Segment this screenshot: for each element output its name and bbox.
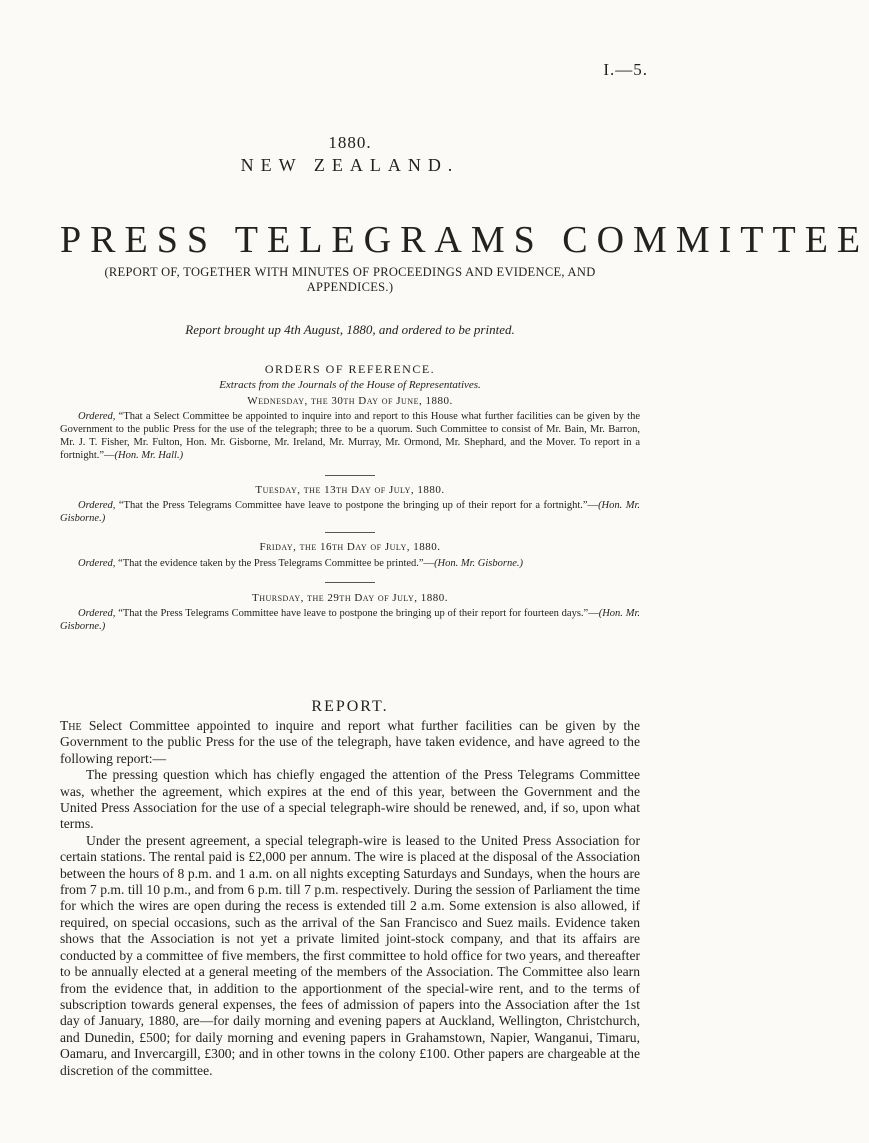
journals-extract-note: Extracts from the Journals of the House of Representatives. bbox=[219, 379, 481, 391]
document-reference: I.—5. bbox=[603, 60, 648, 79]
order-date-3: Friday, the 16th Day of July, 1880. bbox=[259, 541, 441, 553]
report-paragraph-3: Under the present agreement, a special telegraph-wire is leased to the United Press Association for certain stations. The rental paid is £2,000 per annum. The wire is placed at the disposal of the Association between the hours of 8 p.m. and 1 a.m. on all nights excepting Saturdays and Sundays, when the hours are from 7 p.m. till 10 p.m., and from 6 p.m. till 7 p.m. respectively. During the session of Parliament the time for which the wires are open during the recess is extended till 2 a.m. Some extension is also allowed, if required, on special occasions, such as the arrival of the San Francisco and Suez mails. Evidence taken shows that the Association is not yet a private limited joint-stock company, and that its affairs are conducted by a committee of five members, the first committee to hold office for two years, and thereafter to be annually elected at a general meeting of the members of the Association. The Committee also learn from the evidence that, in addition to the apportionment of the special-wire rent, and to the terms of subscription towards general expenses, the fees of admission of papers into the Association after the 1st day of January, 1880, are—for daily morning and evening papers at Auckland, Wellington, Christchurch, and Dunedin, £500; for daily morning and evening papers in Grahamstown, Napier, Wanganui, Timaru, Oamaru, and Invercargill, £300; and in other towns in the colony £100. Other papers are chargeable at the discretion of the committee. bbox=[60, 832, 640, 1078]
order-text-1 bbox=[60, 410, 640, 462]
order-body-3: “That the evidence taken by the Press Telegrams Committee be printed.”— bbox=[118, 558, 435, 569]
order-text-3 bbox=[60, 557, 640, 570]
document-subtitle: (REPORT OF, TOGETHER WITH MINUTES OF PROCEEDINGS AND EVIDENCE, AND APPENDICES.) bbox=[104, 265, 596, 294]
report-heading: REPORT. bbox=[311, 698, 389, 715]
report-paragraph-1-text: Select Committee appointed to inquire and report what further facilities can be given by the Government to the public Press for the use of the telegraph, have taken evidence, and have agreed to the following report:— bbox=[60, 718, 640, 766]
section-rule bbox=[325, 582, 375, 583]
order-text-4 bbox=[60, 607, 640, 633]
order-body-2: “That the Press Telegrams Committee have leave to postpone the bringing up of their report for a fortnight.”— bbox=[118, 500, 599, 511]
section-rule bbox=[325, 475, 375, 476]
order-body-4: “That the Press Telegrams Committee have leave to postpone the bringing up of their report for fourteen days.”— bbox=[118, 608, 599, 619]
order-date-4: Thursday, the 29th Day of July, 1880. bbox=[251, 592, 449, 604]
order-ordered-3: Ordered, bbox=[78, 558, 116, 569]
report-paragraph-2: The pressing question which has chiefly engaged the attention of the Press Telegrams Committee was, whether the agreement, which expires at the end of this year, between the Government and the United Press Association for the use of a special telegraph-wire should be renewed, and, if so, upon what terms. bbox=[60, 767, 640, 832]
order-mover-3: (Hon. Mr. Gisborne.) bbox=[434, 558, 524, 569]
order-mover-2: (Hon. Mr. Gisborne.) bbox=[60, 500, 641, 524]
country-heading: NEW ZEALAND. bbox=[240, 155, 460, 175]
report-lead-word: The bbox=[60, 718, 82, 733]
order-ordered-2: Ordered, bbox=[78, 500, 116, 511]
order-ordered-4: Ordered, bbox=[78, 608, 116, 619]
order-ordered-1: Ordered, bbox=[78, 411, 116, 422]
order-body-1: “That a Select Committee be appointed to inquire into and report to this House what further facilities can be given by the Government to the public Press for the use of the telegraph; three to be a quorum. Such Committee to consist of Mr. Bain, Mr. Barron, Mr. J. T. Fisher, Mr. Fulton, Hon. Mr. Gisborne, Mr. Ireland, Mr. Murray, Mr. Ormond, Mr. Shephard, and the Mover. To report in a fortnight.”— bbox=[60, 411, 640, 461]
order-mover-4: (Hon. Mr. Gisborne.) bbox=[60, 608, 640, 632]
document-title: PRESS TELEGRAMS COMMITTEE bbox=[60, 219, 869, 261]
section-rule bbox=[325, 532, 375, 533]
report-body bbox=[60, 718, 640, 1079]
order-date-1: Wednesday, the 30th Day of June, 1880. bbox=[247, 395, 453, 407]
orders-of-reference-heading: ORDERS OF REFERENCE. bbox=[264, 362, 436, 376]
report-paragraph-1 bbox=[60, 718, 640, 767]
order-text-2 bbox=[60, 499, 640, 525]
order-mover-1: (Hon. Mr. Hall.) bbox=[114, 450, 184, 461]
brought-up-note: Report brought up 4th August, 1880, and ordered to be printed. bbox=[185, 322, 515, 337]
document-year: 1880. bbox=[328, 133, 372, 152]
order-date-2: Tuesday, the 13th Day of July, 1880. bbox=[255, 484, 445, 496]
